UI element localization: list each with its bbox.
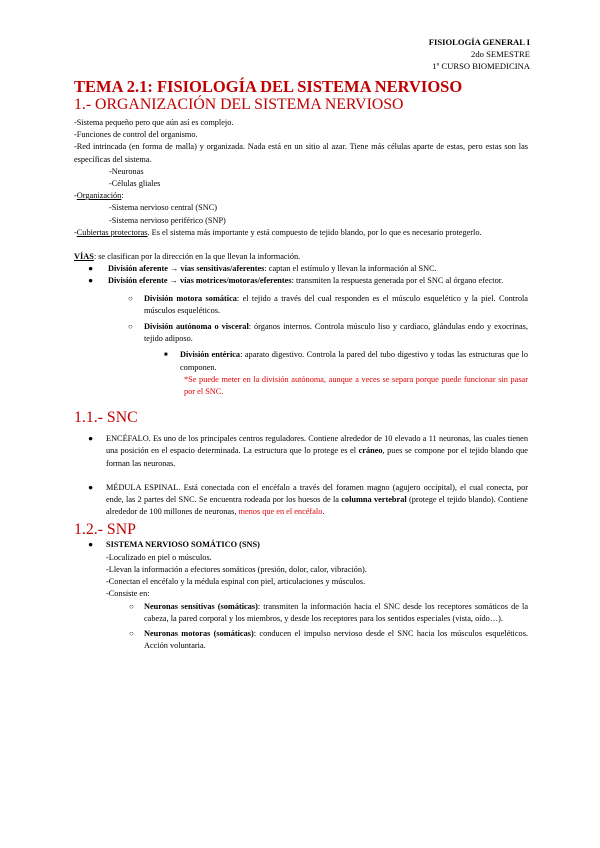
cubiertas-label: Cubiertas protectoras <box>76 227 148 237</box>
organizacion-line <box>74 190 528 202</box>
text-line: -Sistema nervioso central (SNC) <box>109 203 218 213</box>
encefalo-text: ENCÉFALO. Es uno de los principales centros reguladores. Contiene alrededor de 10 elevado a 11 neuronas, las cuales tienen una posición en el espacio determinada. La estructura que lo protege es el <box>106 434 528 456</box>
dash: - <box>74 191 77 201</box>
circle-bullet-icon: ○ <box>129 628 134 638</box>
text-line: -Conectan el encéfalo y la médula espinal con piel, articulaciones y músculos. <box>106 577 366 587</box>
snp-list <box>74 539 528 551</box>
vias-label: VÍAS <box>74 252 94 262</box>
vias-line <box>74 251 528 263</box>
spacer <box>74 239 528 251</box>
page-title: TEMA 2.1: FISIOLOGÍA DEL SISTEMA NERVIOSO <box>74 77 463 96</box>
text-line: -Red intrincada (en forma de malla) y organizada. Nada está en un sitio al azar. Tiene más células aparte de estas, pero estas son las específicas del sistema. <box>74 142 528 164</box>
circle-bullet-icon: ○ <box>129 601 134 611</box>
list-item-medula <box>74 482 528 519</box>
snc-list <box>74 433 528 518</box>
list-item-eferente <box>74 275 528 287</box>
bullet-icon: ● <box>88 434 94 444</box>
header-subject: FISIOLOGÍA GENERAL I <box>428 37 530 47</box>
section-heading-organizacion: 1.- ORGANIZACIÓN DEL SISTEMA NERVIOSO <box>74 96 404 113</box>
square-bullet-icon: ■ <box>164 352 168 359</box>
list-item-sns <box>74 539 528 551</box>
cubiertas-line <box>74 227 528 239</box>
text-line: -Neuronas <box>109 166 144 176</box>
text-line: -Sistema nervioso periférico (SNP) <box>109 215 226 225</box>
organizacion-label: Organización <box>76 191 122 201</box>
cubiertas-text: . Es el sistema más importante y está compuesto de tejido blando, por lo que es necesario protegerlo. <box>147 227 482 237</box>
sensitivas-text: : transmiten la información hacia el SNC desde los receptores somáticos de la cabeza, la pared corporal y los miembros, y desde los receptores para los sentidos especiales (vista, oído…). <box>144 601 529 623</box>
bullet-icon: ● <box>88 264 94 274</box>
text-line: -Llevan la información a efectores somáticos (presión, dolor, calor, vibración). <box>106 564 367 574</box>
list-item-encefalo <box>74 433 528 470</box>
section-heading-snc: 1.1.- SNC <box>74 409 138 427</box>
section-heading-snp: 1.2.- SNP <box>74 521 136 539</box>
text-line: -Localizado en piel o músculos. <box>106 552 212 562</box>
autonoma-label: División autónoma o visceral <box>144 322 249 332</box>
dash: - <box>74 227 77 237</box>
course-header <box>429 36 530 72</box>
motoras-text: : conducen el impulso nervioso desde el SNC hacia los músculos esqueléticos. Acción voluntaria. <box>144 628 529 651</box>
medula-red: menos que en el encéfalo <box>238 507 323 517</box>
vias-text: : se clasifican por la dirección en la que llevan la información. <box>93 252 301 262</box>
encefalo-bold: cráneo <box>358 446 383 456</box>
text-line: -Células gliales <box>109 179 161 189</box>
motoras-label: Neuronas motoras (somáticas) <box>144 628 254 638</box>
aferente-label: División aferente → vías sensitivas/aferentes <box>108 264 265 274</box>
somatica-label: División motora somática <box>144 293 237 303</box>
spacer <box>74 398 528 408</box>
medula-bold: columna vertebral <box>341 495 407 505</box>
somatica-text: : el tejido a través del cual responden es el músculo esquelético y la piel. Controla músculos esqueléticos. <box>144 293 528 315</box>
list-item-neuronas-motoras <box>74 628 528 652</box>
aferente-text: : captan el estímulo y llevan la información al SNC. <box>264 264 437 274</box>
text-line: -Funciones de control del organismo. <box>74 130 198 140</box>
list-item-somatica <box>74 293 528 317</box>
medula-end: . <box>322 507 325 517</box>
header-semester: 2do SEMESTRE <box>471 49 530 59</box>
enterica-label: División entérica <box>180 350 241 360</box>
eferente-label: División eferente → vías motrices/motoras/eferentes <box>108 276 292 286</box>
enterica-note: *Se puede meter en la división autónoma, aunque a veces se separa porque puede funcionar sin pasar por el SNC. <box>184 374 528 397</box>
medula-text-mid: (protege el tejido blando). Contiene alrededor de 100 millones de neuronas, <box>106 495 528 517</box>
colon: : <box>121 191 124 201</box>
autonoma-text: : órganos internos. Controla músculo liso y cardíaco, glándulas endo y exocrinas, tejido adiposo. <box>144 322 528 344</box>
sensitivas-label: Neuronas sensitivas (somáticas) <box>144 601 258 611</box>
list-item-autonoma <box>74 321 528 345</box>
bullet-icon: ● <box>88 482 94 492</box>
enterica-text: : aparato digestivo. Controla la pared del tubo digestivo y todas las estructuras que lo componen. <box>180 350 528 372</box>
eferente-text: : transmiten la respuesta generada por el SNC al órgano efector. <box>291 276 504 286</box>
medula-text: MÉDULA ESPINAL. Está conectada con el encéfalo a través del foramen magno (agujero occipital), el cual conecta, por ende, las 2 partes del SNC. Se encuentra rodeada por los huesos de la <box>106 482 528 505</box>
list-item-enterica <box>74 349 528 398</box>
circle-bullet-icon: ○ <box>128 322 133 332</box>
sns-sublist <box>74 601 528 653</box>
text-line: -Sistema pequeño pero que aún así es complejo. <box>74 118 234 127</box>
sns-title: SISTEMA NERVIOSO SOMÁTICO (SNS) <box>106 540 260 550</box>
text-line: -Consiste en: <box>106 589 150 599</box>
document-content <box>74 77 528 652</box>
header-course: 1º CURSO BIOMEDICINA <box>432 61 530 71</box>
bullet-icon: ● <box>88 276 94 286</box>
circle-bullet-icon: ○ <box>128 293 133 303</box>
bullet-icon: ● <box>88 540 94 550</box>
list-item-neuronas-sensitivas <box>74 601 528 625</box>
list-item-aferente <box>74 263 528 275</box>
vias-list <box>74 263 528 398</box>
encefalo-text-end: , pues se compone por el tejido blando que forman las neuronas. <box>106 446 528 468</box>
